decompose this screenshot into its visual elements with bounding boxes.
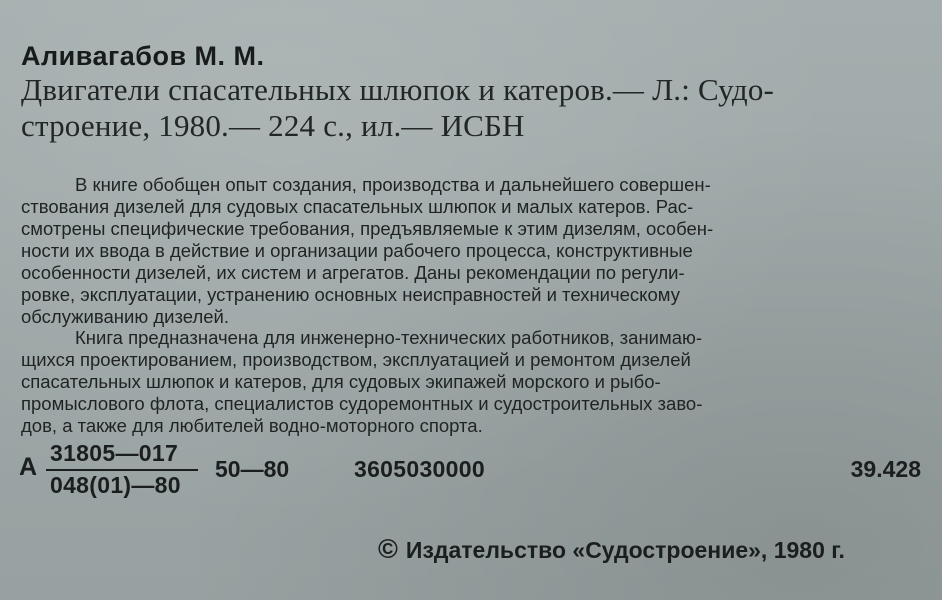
index-numerator: 31805—017	[50, 440, 179, 466]
annotation-line: В книге обобщен опыт создания, производства и дальнейшего совершен-	[75, 174, 711, 195]
annotation-line: Книга предназначена для инженерно-технических работников, занимаю-	[75, 327, 703, 348]
author-name: Аливагабов М. М.	[21, 41, 265, 71]
annotation-line: обслуживанию дизелей.	[21, 306, 229, 327]
fraction-rule	[46, 469, 198, 471]
annotation-line: особенности дизелей, их систем и агрегатов. Даны рекомендации по регули-	[21, 262, 685, 283]
index-denominator: 048(01)—80	[50, 472, 181, 498]
copyright-line	[378, 534, 845, 565]
annotation-line: смотрены специфические требования, предъявляемые к этим дизелям, особен-	[21, 218, 714, 239]
annotation-line: дов, а также для любителей водно-моторного спорта.	[21, 415, 483, 436]
copyright-text: Издательство «Судостроение», 1980 г.	[405, 537, 845, 563]
annotation-line: спасательных шлюпок и катеров, для судовых экипажей морского и рыбо-	[21, 371, 661, 392]
bbk-code: 39.428	[850, 456, 921, 482]
title-line-2: строение, 1980.— 224 с., ил.— ИСБН	[21, 108, 525, 143]
annotation-line: ствования дизелей для судовых спасательных шлюпок и малых катеров. Рас-	[21, 196, 694, 217]
index-letter: А	[19, 453, 38, 481]
annotation-line: ровке, эксплуатации, устранению основных неисправностей и техническому	[21, 284, 680, 305]
annotation-line: щихся проектированием, производством, эксплуатацией и ремонтом дизелей	[21, 349, 691, 370]
bibliographic-code-row	[0, 440, 942, 500]
title-line-1: Двигатели спасательных шлюпок и катеров.— Л.: Судо-	[21, 72, 775, 107]
catalog-code: 3605030000	[354, 456, 485, 482]
plan-code: 50—80	[215, 456, 290, 482]
copyright-icon: ©	[378, 534, 398, 564]
annotation-line: ности их ввода в действие и организации рабочего процесса, конструктивные	[21, 240, 693, 261]
annotation-line: промыслового флота, специалистов судоремонтных и судостроительных заво-	[21, 393, 703, 414]
